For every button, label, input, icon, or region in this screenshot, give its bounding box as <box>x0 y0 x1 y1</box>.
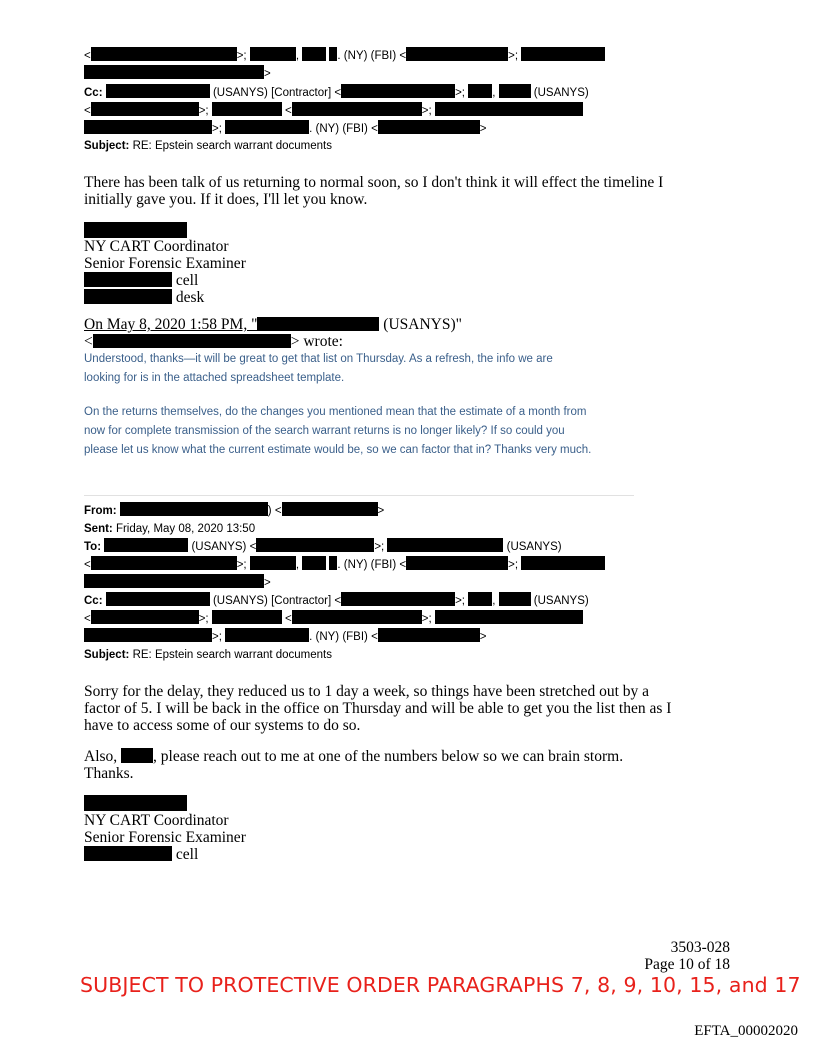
redaction <box>406 47 508 61</box>
body-text <box>84 748 623 765</box>
recipient-text: . (NY) (FBI) < <box>337 559 407 571</box>
redaction <box>84 795 187 811</box>
redaction <box>106 84 210 98</box>
quote-attribution: < > wrote: <box>84 333 343 350</box>
body-text: have to access some of our systems to do so. <box>84 717 361 734</box>
cc-text: (USANYS) [Contractor] < <box>212 595 342 607</box>
redaction <box>84 574 264 588</box>
redaction <box>84 120 212 134</box>
redaction <box>378 628 480 642</box>
phone-line <box>84 846 198 863</box>
subject-label: Subject: <box>84 140 130 152</box>
phone-label: cell <box>175 272 199 289</box>
redaction <box>341 84 455 98</box>
quoted-text: now for complete transmission of the search warrant returns is no longer likely? If so could you <box>84 425 565 437</box>
redaction <box>84 65 264 79</box>
recipient-text: . (NY) (FBI) < <box>337 50 407 62</box>
signature-title: Senior Forensic Examiner <box>84 255 246 272</box>
redaction <box>225 120 309 134</box>
cc-line: Cc: (USANYS) [Contractor] < >; , (USANYS) <box>84 84 589 102</box>
subject-value: RE: Epstein search warrant documents <box>132 140 333 152</box>
cc-line: < >; < >; <box>84 610 583 628</box>
quote-wrote: > wrote: <box>290 333 343 350</box>
redaction <box>91 556 237 570</box>
redaction <box>84 289 172 304</box>
cc-line: < >; < >; <box>84 102 583 120</box>
redaction <box>341 592 455 606</box>
quoted-text: looking for is in the attached spreadsheet template. <box>84 372 345 384</box>
redaction <box>521 556 605 570</box>
redaction <box>468 84 492 98</box>
signature-title: NY CART Coordinator <box>84 812 229 829</box>
quoted-text: please let us know what the current estimate would be, so we can factor that in? Thanks very much. <box>84 444 592 456</box>
recipient-line: > <box>84 65 271 83</box>
redaction <box>435 610 583 624</box>
to-line: To: (USANYS) < >; (USANYS) <box>84 538 562 556</box>
exhibit-number: 3503-028 <box>670 939 730 956</box>
body-text-part: , please reach out to me at one of the numbers below so we can brain storm. <box>153 748 624 765</box>
redaction <box>212 102 282 116</box>
redaction <box>84 222 187 238</box>
body-text-part: Also, <box>84 748 118 765</box>
redaction <box>499 84 531 98</box>
protective-order-banner: SUBJECT TO PROTECTIVE ORDER PARAGRAPHS 7, 8, 9, 10, 15, and 17 <box>80 973 801 997</box>
signature-title: Senior Forensic Examiner <box>84 829 246 846</box>
quoted-text: On the returns themselves, do the changes you mentioned mean that the estimate of a month from <box>84 406 587 418</box>
body-text: Sorry for the delay, they reduced us to 1 day a week, so things have been stretched out by a <box>84 683 650 700</box>
redaction <box>84 272 172 287</box>
recipient-line: < >; , . (NY) (FBI) < >; <box>84 47 605 65</box>
redaction <box>292 102 422 116</box>
cc-text: (USANYS) <box>533 595 589 607</box>
to-text: (USANYS) < <box>191 541 257 553</box>
phone-line <box>84 272 198 289</box>
body-text: factor of 5. I will be back in the office on Thursday and will be able to get you the list then as I <box>84 700 672 717</box>
recipient-line: > <box>84 574 271 592</box>
redaction <box>302 556 326 570</box>
divider <box>84 495 634 496</box>
quote-date: On May 8, 2020 1:58 PM, " <box>84 316 258 333</box>
redaction <box>435 102 583 116</box>
body-text: initially gave you. If it does, I'll let you know. <box>84 191 368 208</box>
cc-label: Cc: <box>84 595 103 607</box>
redaction <box>257 317 379 331</box>
quote-sender: (USANYS)" <box>383 316 462 333</box>
redaction <box>104 538 188 552</box>
redaction <box>121 748 153 763</box>
quoted-text: Understood, thanks—it will be great to get that list on Thursday. As a refresh, the info we are <box>84 353 553 365</box>
from-line: From: ) < > <box>84 502 384 520</box>
redaction <box>378 120 480 134</box>
page-number: Page 10 of 18 <box>644 956 730 973</box>
quote-attribution <box>84 316 462 333</box>
subject-line <box>84 137 332 155</box>
cc-line: >; . (NY) (FBI) < > <box>84 120 487 138</box>
phone-label: desk <box>175 289 205 306</box>
redaction <box>256 538 374 552</box>
redaction <box>250 556 296 570</box>
cc-text: (USANYS) [Contractor] < <box>212 87 342 99</box>
phone-line <box>84 289 204 306</box>
redaction <box>521 47 605 61</box>
redaction <box>250 47 296 61</box>
to-text: (USANYS) <box>506 541 562 553</box>
redaction <box>84 628 212 642</box>
redaction <box>282 502 378 516</box>
body-text: Thanks. <box>84 765 134 782</box>
cc-text: (USANYS) <box>533 87 589 99</box>
redaction <box>106 592 210 606</box>
from-label: From: <box>84 505 117 517</box>
redaction <box>91 47 237 61</box>
body-text: There has been talk of us returning to normal soon, so I don't think it will effect the timeline I <box>84 174 664 191</box>
recipient-line: < >; , . (NY) (FBI) < >; <box>84 556 605 574</box>
sent-line <box>84 520 255 538</box>
signature-title: NY CART Coordinator <box>84 238 229 255</box>
subject-line <box>84 646 332 664</box>
redaction <box>91 610 199 624</box>
cc-text: . (NY) (FBI) < <box>309 123 378 135</box>
sent-label: Sent: <box>84 523 113 535</box>
subject-value: RE: Epstein search warrant documents <box>132 649 333 661</box>
redaction <box>84 846 172 861</box>
redaction <box>93 334 291 348</box>
cc-text: . (NY) (FBI) < <box>309 631 378 643</box>
redaction <box>292 610 422 624</box>
sent-value: Friday, May 08, 2020 13:50 <box>115 523 256 535</box>
redaction <box>91 102 199 116</box>
bates-number: EFTA_00002020 <box>694 1023 798 1039</box>
cc-line: >; . (NY) (FBI) < > <box>84 628 487 646</box>
phone-label: cell <box>175 846 199 863</box>
redaction <box>302 47 326 61</box>
redaction <box>225 628 309 642</box>
redaction <box>468 592 492 606</box>
cc-label: Cc: <box>84 87 103 99</box>
redaction <box>120 502 268 516</box>
redaction <box>387 538 503 552</box>
redaction <box>212 610 282 624</box>
redaction <box>499 592 531 606</box>
cc-line: Cc: (USANYS) [Contractor] < >; , (USANYS) <box>84 592 589 610</box>
subject-label: Subject: <box>84 649 130 661</box>
to-label: To: <box>84 541 102 553</box>
redaction <box>406 556 508 570</box>
